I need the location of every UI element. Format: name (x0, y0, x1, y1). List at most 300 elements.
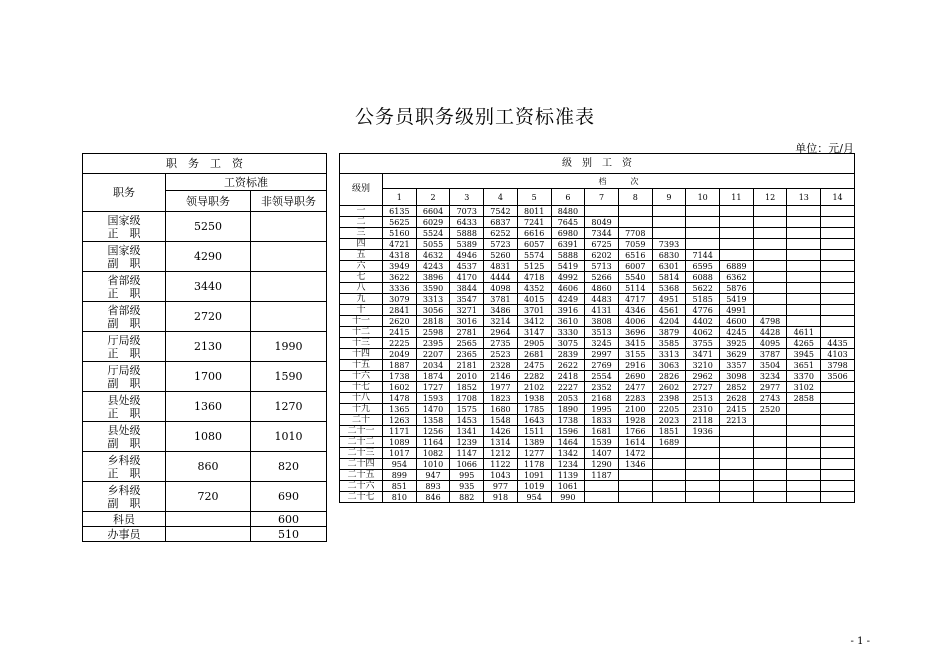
salary-cell (821, 415, 855, 426)
salary-cell: 1596 (551, 426, 585, 437)
grade-row (340, 206, 855, 217)
salary-cell (787, 228, 821, 239)
salary-cell (686, 437, 720, 448)
step-header-cell: 4 (484, 189, 518, 206)
grade-row (340, 393, 855, 404)
salary-cell (787, 206, 821, 217)
salary-cell: 1066 (450, 459, 484, 470)
salary-cell: 851 (383, 481, 417, 492)
salary-cell: 2118 (686, 415, 720, 426)
grade-row (340, 470, 855, 481)
salary-cell: 3808 (585, 316, 619, 327)
salary-cell: 2418 (551, 371, 585, 382)
page-number: - 1 - (850, 636, 870, 647)
position-cell-position: 省部级 正 职 (83, 272, 166, 302)
grade-cell: 六 (340, 261, 383, 272)
salary-cell: 1766 (618, 426, 652, 437)
position-cell-position: 科员 (83, 512, 166, 527)
position-row (83, 212, 327, 242)
step-header-cell: 9 (652, 189, 686, 206)
salary-cell: 6889 (720, 261, 754, 272)
salary-cell: 3610 (551, 316, 585, 327)
salary-cell: 5622 (686, 283, 720, 294)
salary-cell (753, 272, 787, 283)
col-grade-header: 级别 (340, 174, 383, 206)
salary-cell (618, 481, 652, 492)
salary-cell: 990 (551, 492, 585, 503)
position-cell-leader: 1700 (166, 362, 251, 392)
salary-cell: 2620 (383, 316, 417, 327)
salary-cell (821, 470, 855, 481)
col-leader-header: 领导职务 (166, 191, 251, 212)
step-header-cell: 13 (787, 189, 821, 206)
salary-cell: 2415 (720, 404, 754, 415)
salary-cell (787, 437, 821, 448)
salary-cell: 6604 (416, 206, 450, 217)
salary-cell (821, 261, 855, 272)
salary-cell (821, 492, 855, 503)
salary-cell: 3245 (585, 338, 619, 349)
salary-cell: 2852 (720, 382, 754, 393)
salary-cell: 4318 (383, 250, 417, 261)
position-row (83, 392, 327, 422)
grade-cell: 二十 (340, 415, 383, 426)
col-step-header: 档 次 (383, 174, 855, 189)
grade-cell: 十九 (340, 404, 383, 415)
salary-cell: 4483 (585, 294, 619, 305)
salary-cell: 3755 (686, 338, 720, 349)
salary-cell: 5185 (686, 294, 720, 305)
grade-row (340, 261, 855, 272)
salary-cell: 2100 (618, 404, 652, 415)
salary-cell: 3214 (484, 316, 518, 327)
salary-cell: 1785 (517, 404, 551, 415)
salary-cell: 1187 (585, 470, 619, 481)
salary-cell: 3098 (720, 371, 754, 382)
salary-cell: 3622 (383, 272, 417, 283)
salary-cell: 2905 (517, 338, 551, 349)
salary-cell: 4611 (787, 327, 821, 338)
salary-cell (720, 217, 754, 228)
position-row (83, 302, 327, 332)
salary-cell: 954 (517, 492, 551, 503)
salary-cell: 3696 (618, 327, 652, 338)
salary-cell: 7542 (484, 206, 518, 217)
grade-cell: 二十五 (340, 470, 383, 481)
salary-cell (652, 217, 686, 228)
salary-cell: 5574 (517, 250, 551, 261)
salary-cell (585, 206, 619, 217)
salary-cell: 1511 (517, 426, 551, 437)
salary-cell: 2513 (686, 393, 720, 404)
salary-cell: 6362 (720, 272, 754, 283)
salary-cell: 6595 (686, 261, 720, 272)
position-cell-nonleader: 1590 (251, 362, 327, 392)
salary-cell: 846 (416, 492, 450, 503)
salary-cell: 1341 (450, 426, 484, 437)
salary-cell: 3585 (652, 338, 686, 349)
position-cell-position: 县处级 正 职 (83, 392, 166, 422)
grade-cell: 十七 (340, 382, 383, 393)
salary-cell: 2053 (551, 393, 585, 404)
salary-cell: 3949 (383, 261, 417, 272)
salary-cell: 6391 (551, 239, 585, 250)
salary-cell (787, 305, 821, 316)
salary-cell: 1290 (585, 459, 619, 470)
grade-cell: 二十一 (340, 426, 383, 437)
salary-cell: 3056 (416, 305, 450, 316)
salary-cell (686, 470, 720, 481)
salary-cell: 2475 (517, 360, 551, 371)
salary-cell: 4946 (450, 250, 484, 261)
salary-cell: 1358 (416, 415, 450, 426)
salary-cell (821, 459, 855, 470)
salary-cell: 1389 (517, 437, 551, 448)
salary-cell: 1061 (551, 481, 585, 492)
salary-cell (821, 426, 855, 437)
salary-cell: 3370 (787, 371, 821, 382)
salary-cell: 1122 (484, 459, 518, 470)
position-cell-position: 厅局级 副 职 (83, 362, 166, 392)
salary-cell (652, 459, 686, 470)
salary-cell (753, 239, 787, 250)
grade-cell: 二十三 (340, 448, 383, 459)
position-row (83, 242, 327, 272)
salary-cell (618, 206, 652, 217)
position-row (83, 272, 327, 302)
salary-cell: 2826 (652, 371, 686, 382)
position-cell-leader: 2720 (166, 302, 251, 332)
salary-cell (821, 217, 855, 228)
grade-row (340, 426, 855, 437)
step-header-cell: 12 (753, 189, 787, 206)
salary-cell: 2310 (686, 404, 720, 415)
salary-cell: 1727 (416, 382, 450, 393)
salary-cell: 2520 (753, 404, 787, 415)
salary-cell (787, 448, 821, 459)
salary-cell: 2681 (517, 349, 551, 360)
salary-cell: 2523 (484, 349, 518, 360)
position-salary-header: 职 务 工 资 (83, 154, 327, 174)
salary-cell: 1614 (618, 437, 652, 448)
salary-cell: 4265 (787, 338, 821, 349)
position-cell-nonleader: 1010 (251, 422, 327, 452)
salary-cell: 2181 (450, 360, 484, 371)
salary-cell (821, 283, 855, 294)
salary-cell (652, 481, 686, 492)
salary-cell: 5419 (551, 261, 585, 272)
grade-cell: 一 (340, 206, 383, 217)
salary-cell: 3651 (787, 360, 821, 371)
salary-cell: 5713 (585, 261, 619, 272)
salary-cell: 4717 (618, 294, 652, 305)
salary-cell: 5888 (450, 228, 484, 239)
salary-cell: 4721 (383, 239, 417, 250)
salary-cell: 7073 (450, 206, 484, 217)
salary-cell: 6725 (585, 239, 619, 250)
salary-cell (686, 217, 720, 228)
salary-cell: 2622 (551, 360, 585, 371)
salary-cell: 7241 (517, 217, 551, 228)
salary-cell: 4243 (416, 261, 450, 272)
salary-cell: 2282 (517, 371, 551, 382)
salary-cell: 4860 (585, 283, 619, 294)
salary-cell: 1833 (585, 415, 619, 426)
salary-cell: 6433 (450, 217, 484, 228)
salary-cell: 6007 (618, 261, 652, 272)
salary-cell (753, 492, 787, 503)
salary-cell (753, 459, 787, 470)
position-cell-position: 厅局级 正 职 (83, 332, 166, 362)
salary-cell: 2328 (484, 360, 518, 371)
salary-cell: 1464 (551, 437, 585, 448)
salary-cell: 7144 (686, 250, 720, 261)
salary-cell: 2598 (416, 327, 450, 338)
salary-cell: 1426 (484, 426, 518, 437)
salary-cell: 4131 (585, 305, 619, 316)
salary-cell: 3798 (821, 360, 855, 371)
salary-cell: 1689 (652, 437, 686, 448)
salary-cell: 3330 (551, 327, 585, 338)
salary-cell: 1936 (686, 426, 720, 437)
grade-cell: 九 (340, 294, 383, 305)
salary-cell: 7344 (585, 228, 619, 239)
grade-cell: 八 (340, 283, 383, 294)
salary-cell: 1575 (450, 404, 484, 415)
salary-cell: 2352 (585, 382, 619, 393)
position-cell-leader: 1360 (166, 392, 251, 422)
salary-cell: 6837 (484, 217, 518, 228)
salary-cell: 2690 (618, 371, 652, 382)
salary-cell: 5524 (416, 228, 450, 239)
salary-cell: 1178 (517, 459, 551, 470)
salary-cell: 2205 (652, 404, 686, 415)
salary-cell: 2168 (585, 393, 619, 404)
salary-cell: 2146 (484, 371, 518, 382)
salary-cell (720, 448, 754, 459)
position-cell-leader: 860 (166, 452, 251, 482)
salary-cell: 5125 (517, 261, 551, 272)
salary-cell: 1478 (383, 393, 417, 404)
salary-cell: 4098 (484, 283, 518, 294)
salary-cell: 1407 (585, 448, 619, 459)
salary-cell: 3063 (652, 360, 686, 371)
salary-cell (753, 294, 787, 305)
salary-cell (652, 448, 686, 459)
position-cell-nonleader: 1990 (251, 332, 327, 362)
salary-cell (787, 272, 821, 283)
salary-cell: 1089 (383, 437, 417, 448)
salary-cell: 6980 (551, 228, 585, 239)
position-row (83, 512, 327, 527)
salary-cell: 977 (484, 481, 518, 492)
salary-cell: 6135 (383, 206, 417, 217)
salary-cell: 5055 (416, 239, 450, 250)
salary-cell: 4204 (652, 316, 686, 327)
salary-cell: 935 (450, 481, 484, 492)
salary-cell: 4991 (720, 305, 754, 316)
salary-cell: 2818 (416, 316, 450, 327)
salary-cell: 1043 (484, 470, 518, 481)
grade-cell: 十三 (340, 338, 383, 349)
salary-cell: 5876 (720, 283, 754, 294)
position-cell-nonleader: 690 (251, 482, 327, 512)
col-position-header: 职务 (83, 174, 166, 212)
step-header-cell: 2 (416, 189, 450, 206)
salary-cell: 3781 (484, 294, 518, 305)
salary-cell: 5160 (383, 228, 417, 239)
salary-cell: 3313 (416, 294, 450, 305)
salary-cell: 3945 (787, 349, 821, 360)
grade-row (340, 338, 855, 349)
grade-row (340, 327, 855, 338)
salary-cell: 3210 (686, 360, 720, 371)
salary-cell: 6830 (652, 250, 686, 261)
salary-cell: 2962 (686, 371, 720, 382)
grade-cell: 十四 (340, 349, 383, 360)
salary-cell: 2997 (585, 349, 619, 360)
salary-cell (821, 382, 855, 393)
salary-cell (618, 492, 652, 503)
salary-cell: 1472 (618, 448, 652, 459)
salary-cell: 2727 (686, 382, 720, 393)
salary-cell (753, 283, 787, 294)
salary-cell: 3234 (753, 371, 787, 382)
grade-row (340, 459, 855, 470)
position-cell-nonleader (251, 272, 327, 302)
salary-cell (720, 470, 754, 481)
salary-cell: 4992 (551, 272, 585, 283)
col-standard-header: 工资标准 (166, 174, 327, 191)
salary-cell: 3271 (450, 305, 484, 316)
salary-cell: 3147 (517, 327, 551, 338)
salary-cell (720, 459, 754, 470)
salary-cell (686, 448, 720, 459)
salary-cell: 2207 (416, 349, 450, 360)
salary-cell: 2283 (618, 393, 652, 404)
position-cell-nonleader: 510 (251, 527, 327, 542)
position-row (83, 422, 327, 452)
grade-row (340, 360, 855, 371)
salary-cell: 1823 (484, 393, 518, 404)
salary-cell: 4600 (720, 316, 754, 327)
salary-cell (787, 481, 821, 492)
grade-cell: 十五 (340, 360, 383, 371)
salary-cell: 2602 (652, 382, 686, 393)
salary-cell (720, 228, 754, 239)
grade-salary-table (339, 153, 855, 503)
salary-cell: 1091 (517, 470, 551, 481)
grade-row (340, 481, 855, 492)
salary-cell: 3506 (821, 371, 855, 382)
salary-cell (821, 393, 855, 404)
salary-cell: 918 (484, 492, 518, 503)
salary-cell (821, 305, 855, 316)
salary-cell (618, 470, 652, 481)
salary-cell (753, 470, 787, 481)
salary-cell (720, 437, 754, 448)
salary-cell: 1234 (551, 459, 585, 470)
salary-cell: 4402 (686, 316, 720, 327)
salary-cell: 1263 (383, 415, 417, 426)
salary-cell (821, 228, 855, 239)
grade-row (340, 492, 855, 503)
position-cell-nonleader (251, 212, 327, 242)
salary-cell: 2477 (618, 382, 652, 393)
grade-row (340, 448, 855, 459)
salary-cell: 3916 (551, 305, 585, 316)
position-cell-position: 国家级 副 职 (83, 242, 166, 272)
salary-cell (787, 404, 821, 415)
salary-cell: 2858 (787, 393, 821, 404)
salary-cell (821, 481, 855, 492)
salary-cell: 1890 (551, 404, 585, 415)
position-row (83, 362, 327, 392)
salary-cell: 954 (383, 459, 417, 470)
salary-cell: 2964 (484, 327, 518, 338)
salary-cell: 2010 (450, 371, 484, 382)
salary-cell: 1171 (383, 426, 417, 437)
salary-cell: 4606 (551, 283, 585, 294)
salary-cell: 4444 (484, 272, 518, 283)
salary-cell: 3879 (652, 327, 686, 338)
salary-cell (821, 448, 855, 459)
salary-cell: 3016 (450, 316, 484, 327)
salary-cell (821, 437, 855, 448)
salary-cell: 1977 (484, 382, 518, 393)
grade-cell: 十二 (340, 327, 383, 338)
salary-cell: 2743 (753, 393, 787, 404)
salary-cell: 4951 (652, 294, 686, 305)
salary-cell (720, 481, 754, 492)
salary-cell: 4798 (753, 316, 787, 327)
salary-cell (753, 305, 787, 316)
salary-cell: 3513 (585, 327, 619, 338)
salary-cell: 2034 (416, 360, 450, 371)
salary-cell: 893 (416, 481, 450, 492)
step-header-cell: 11 (720, 189, 754, 206)
salary-cell: 7393 (652, 239, 686, 250)
salary-cell (753, 206, 787, 217)
grade-cell: 三 (340, 228, 383, 239)
salary-cell: 3590 (416, 283, 450, 294)
salary-cell: 7645 (551, 217, 585, 228)
salary-cell (753, 437, 787, 448)
salary-cell: 4245 (720, 327, 754, 338)
salary-cell (821, 316, 855, 327)
salary-cell: 4346 (618, 305, 652, 316)
salary-cell (753, 481, 787, 492)
salary-cell (753, 228, 787, 239)
salary-cell: 6301 (652, 261, 686, 272)
salary-cell: 3486 (484, 305, 518, 316)
salary-cell: 2102 (517, 382, 551, 393)
salary-cell: 1314 (484, 437, 518, 448)
salary-cell: 5389 (450, 239, 484, 250)
salary-cell (821, 250, 855, 261)
salary-cell (787, 261, 821, 272)
salary-cell: 3896 (416, 272, 450, 283)
grade-row (340, 272, 855, 283)
grade-row (340, 283, 855, 294)
salary-cell (720, 206, 754, 217)
grade-row (340, 250, 855, 261)
salary-cell: 4776 (686, 305, 720, 316)
salary-cell (753, 426, 787, 437)
salary-cell: 2225 (383, 338, 417, 349)
salary-cell (720, 250, 754, 261)
grade-row (340, 228, 855, 239)
